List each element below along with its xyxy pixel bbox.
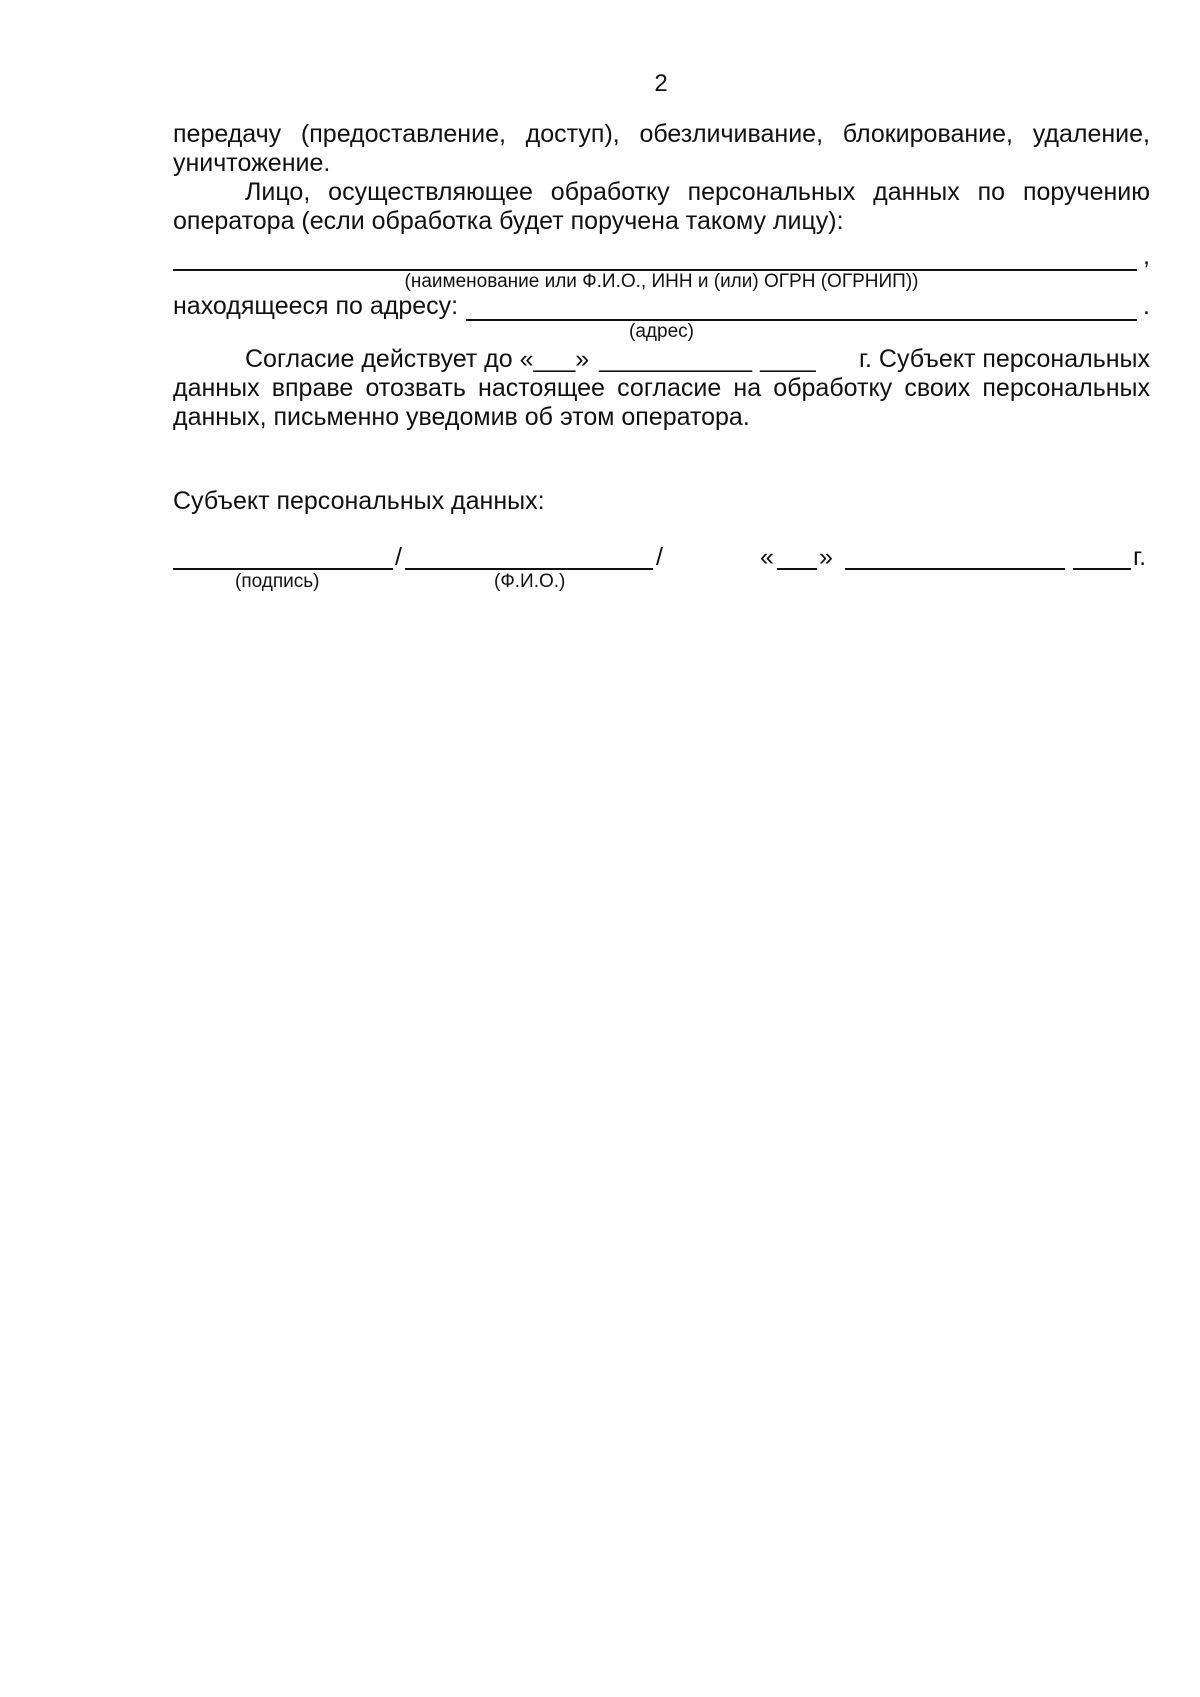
processor-name-blank[interactable] [173,247,1137,271]
consent-year-blank[interactable]: ____ [760,345,816,373]
address-blank[interactable] [466,297,1137,321]
consent-suffix: г. Субъект персональных [858,345,1150,373]
signature-slash-1: / [395,543,402,571]
signature-slash-2: / [656,543,663,571]
consent-mid: » [575,345,590,373]
paragraph-processing-actions: передачу (предоставление, доступ), обезличивание, блокирование, удаление, уничтожение. [173,120,1150,177]
date-month-blank[interactable] [845,546,1065,570]
date-day-blank[interactable] [777,546,817,570]
date-quote-open: « [760,543,774,571]
consent-prefix: Согласие действует до « [245,345,534,373]
name-blank[interactable] [405,546,653,570]
consent-rest: данных вправе отозвать настоящее согласие на обработку своих персональных данных, письменно уведомив об этом оператора. [173,374,1150,431]
date-year-blank[interactable] [1073,546,1131,570]
processor-name-trail: , [1143,242,1150,270]
processor-name-line [173,242,1150,271]
date-year-suffix: г. [1133,543,1147,571]
address-line [173,292,1150,321]
subject-label: Субъект персональных данных: [173,487,545,515]
signature-blank[interactable] [173,546,393,570]
document-body [173,120,1150,516]
signature-caption: (подпись) [235,571,320,592]
date-quote-close: » [819,543,833,571]
signature-row [173,538,1150,578]
name-caption: (Ф.И.О.) [494,571,566,592]
address-trail: . [1143,292,1150,320]
address-label: находящееся по адресу: [173,292,459,320]
consent-day-blank[interactable]: ___ [533,345,576,373]
paragraph-processor-person: Лицо, осуществляющее обработку персональных данных по поручению оператора (если обработка будет поручена такому лицу): [173,178,1150,235]
address-caption: (адрес) [629,321,694,342]
consent-month-blank[interactable]: ___________ [599,345,753,373]
consent-paragraph [173,345,1150,432]
consent-first-line [173,345,1150,374]
processor-name-caption: (наименование или Ф.И.О., ИНН и (или) ОГРН (ОГРНИП)) [404,271,919,292]
page-number: 2 [654,70,668,97]
